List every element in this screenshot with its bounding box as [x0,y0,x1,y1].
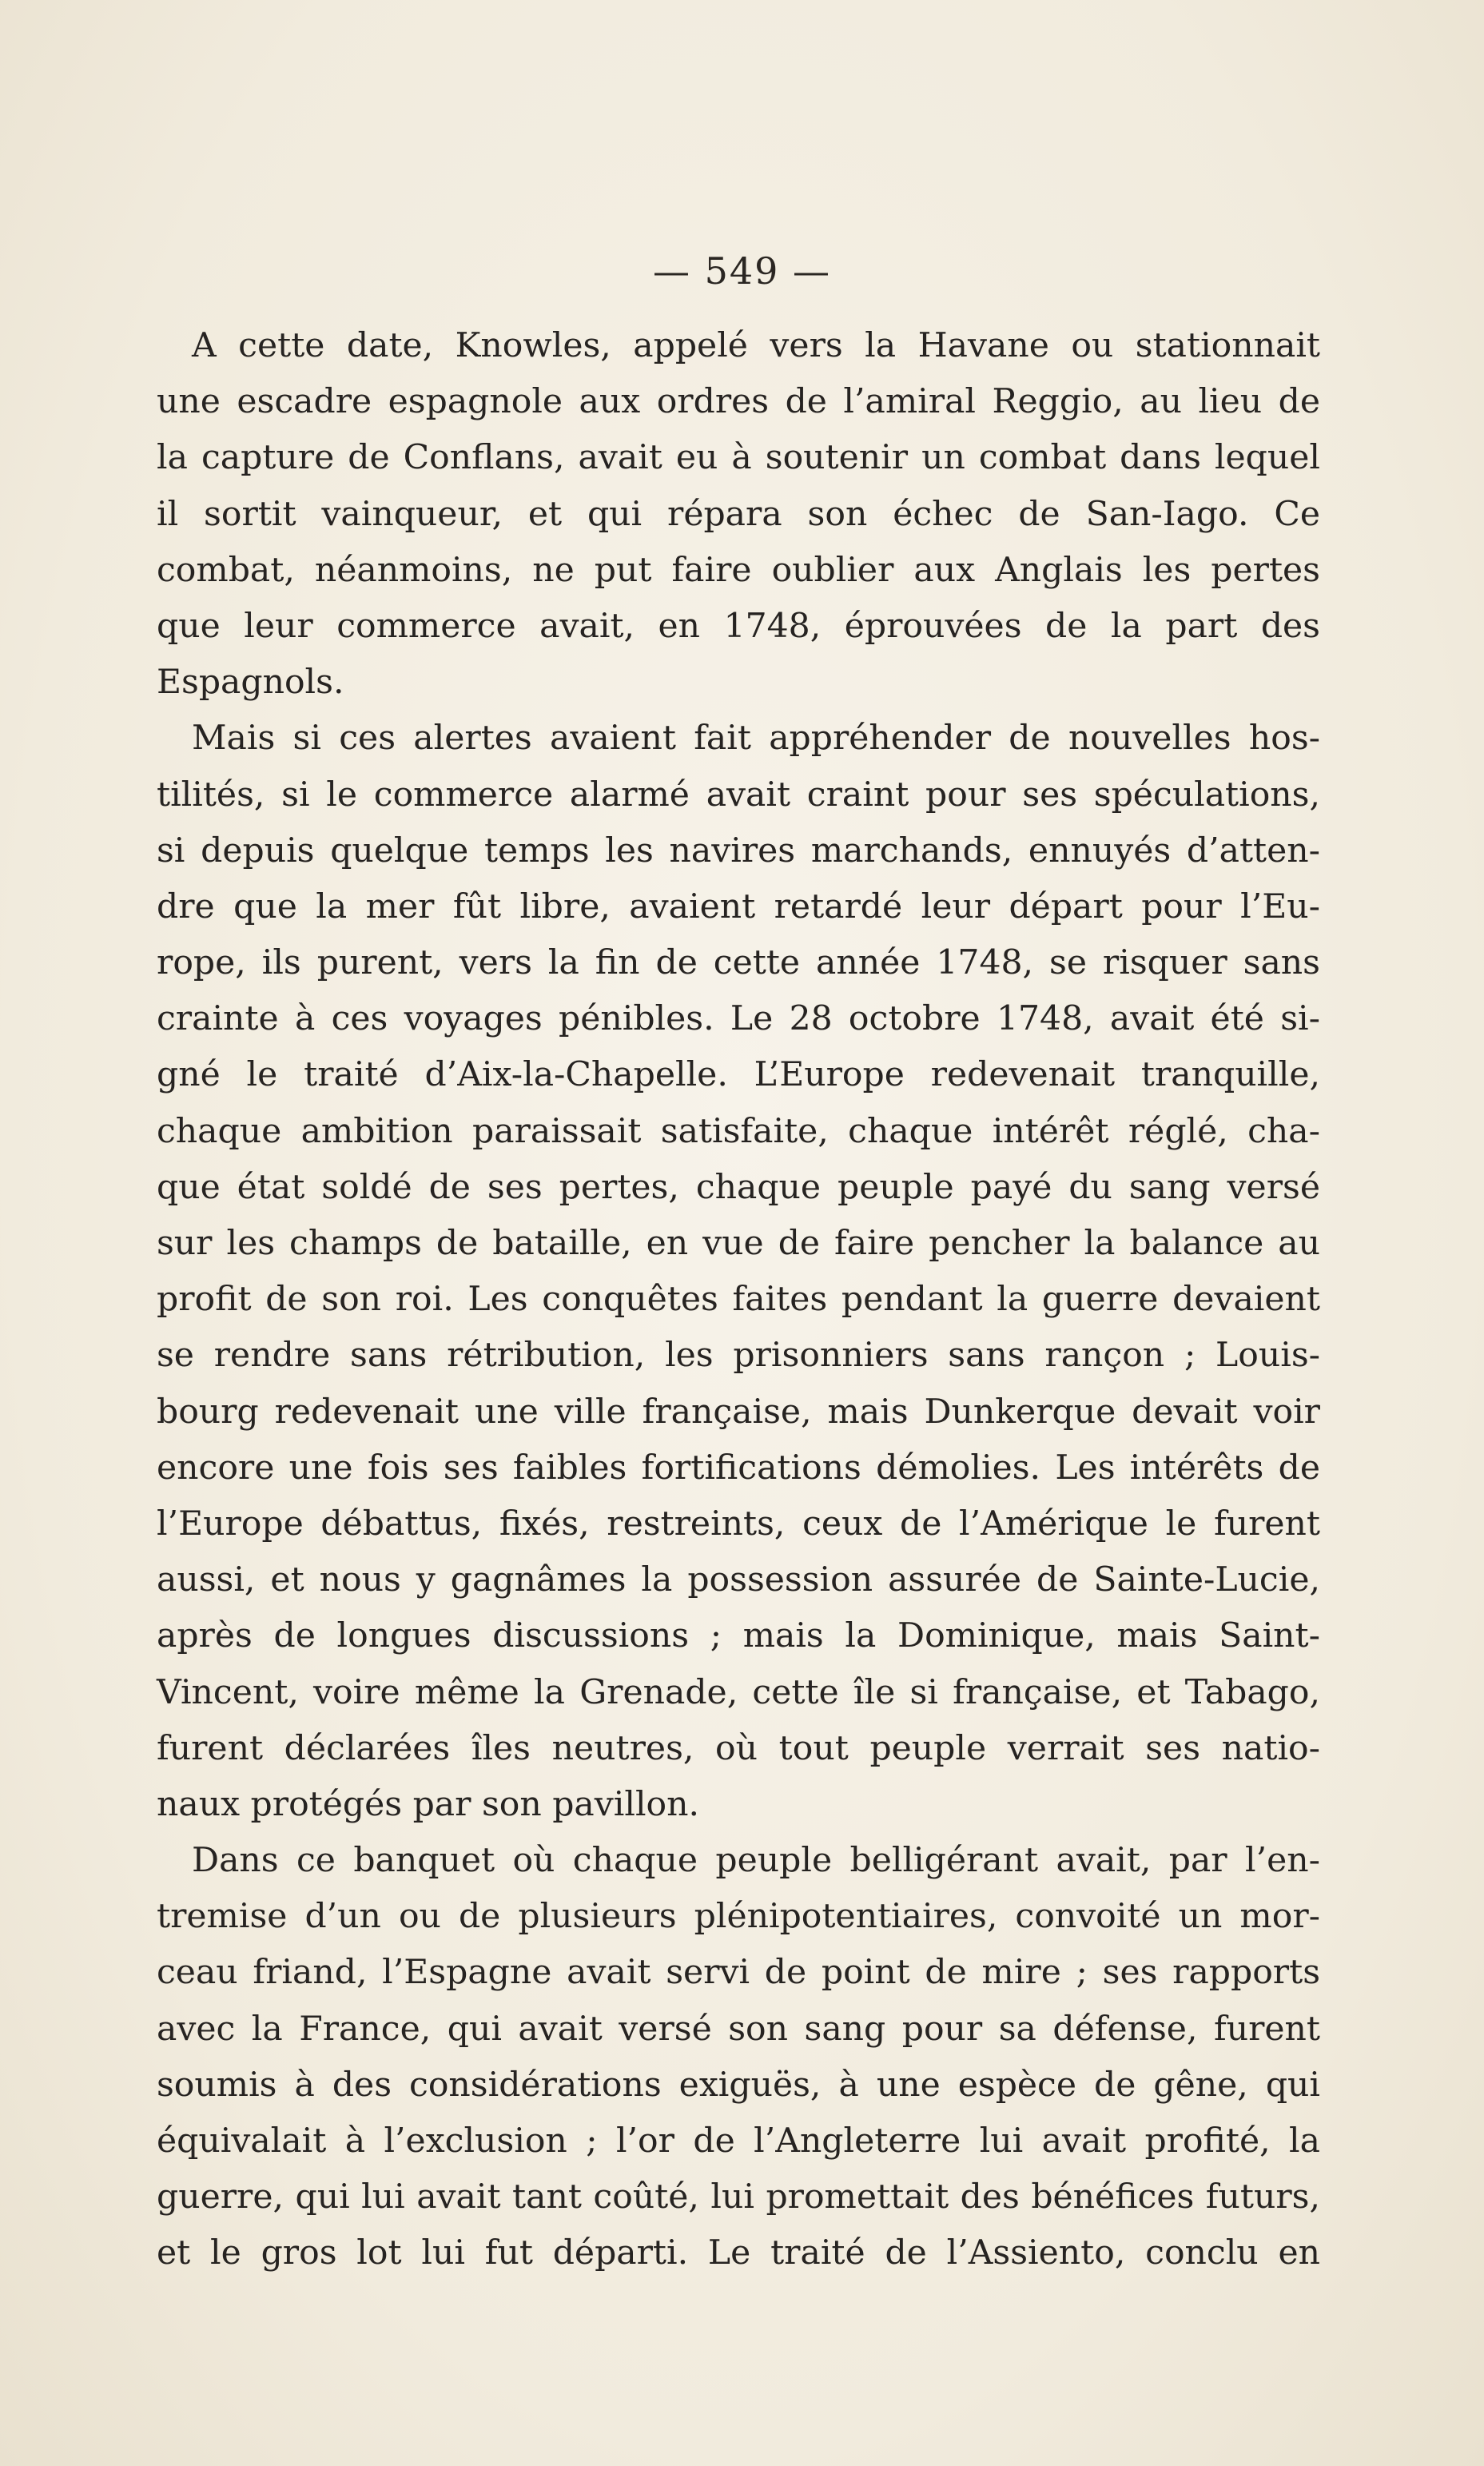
text-line: tremise d’un ou de plusieurs plénipotentiaires, convoité un mor- [157,1897,1320,1937]
text-line: Vincent, voire même la Grenade, cette île si française, et Tabago, [157,1672,1320,1712]
text-line: se rendre sans rétribution, les prisonniers sans rançon ; Louis- [157,1336,1320,1376]
text-line: Espagnols. [157,663,344,703]
text-line: combat, néanmoins, ne put faire oublier aux Anglais les pertes [157,550,1320,590]
text-line: furent déclarées îles neutres, où tout peuple verrait ses natio- [157,1728,1320,1768]
text-line: crainte à ces voyages pénibles. Le 28 octobre 1748, avait été si- [157,999,1320,1039]
paragraph [157,1833,1320,2282]
text-line: encore une fois ses faibles fortifications démolies. Les intérêts de [157,1448,1320,1488]
text-line: une escadre espagnole aux ordres de l’amiral Reggio, au lieu de [157,382,1320,422]
page-number: — 549 — [652,249,832,293]
text-line: A cette date, Knowles, appelé vers la Havane ou stationnait [192,326,1320,365]
text-line: dre que la mer fût libre, avaient retardé leur départ pour l’Eu- [157,886,1320,926]
text-line: ceau friand, l’Espagne avait servi de point de mire ; ses rapports [157,1953,1320,1993]
text-line: sur les champs de bataille, en vue de faire pencher la balance au [157,1224,1320,1263]
text-line: chaque ambition paraissait satisfaite, chaque intérêt réglé, cha- [157,1111,1320,1151]
text-line: soumis à des considérations exiguës, à une espèce de gêne, qui [157,2065,1320,2105]
text-line: guerre, qui lui avait tant coûté, lui promettait des bénéfices futurs, [157,2177,1320,2217]
text-line: l’Europe débattus, fixés, restreints, ceux de l’Amérique le furent [157,1504,1320,1544]
text-line: la capture de Conflans, avait eu à soutenir un combat dans lequel [157,438,1320,478]
text-line: aussi, et nous y gagnâmes la possession assurée de Sainte-Lucie, [157,1560,1320,1600]
text-line: il sortit vainqueur, et qui répara son échec de San-Iago. Ce [157,494,1320,534]
text-line: que leur commerce avait, en 1748, éprouvées de la part des [157,606,1320,646]
text-line: profit de son roi. Les conquêtes faites pendant la guerre devaient [157,1280,1320,1320]
text-line: et le gros lot lui fut départi. Le traité de l’Assiento, conclu en [157,2233,1320,2273]
text-line: gné le traité d’Aix-la-Chapelle. L’Europe redevenait tranquille, [157,1055,1320,1095]
text-line: Dans ce banquet où chaque peuple belligérant avait, par l’en- [192,1841,1320,1881]
text-line: si depuis quelque temps les navires marchands, ennuyés d’atten- [157,831,1320,870]
text-line: avec la France, qui avait versé son sang pour sa défense, furent [157,2009,1320,2049]
text-line: que état soldé de ses pertes, chaque peuple payé du sang versé [157,1167,1320,1207]
text-line: bourg redevenait une ville française, mais Dunkerque devait voir [157,1392,1320,1432]
paragraph [157,318,1320,711]
text-line: Mais si ces alertes avaient fait appréhender de nouvelles hos- [192,719,1320,759]
paragraph [157,711,1320,1833]
text-line: après de longues discussions ; mais la Dominique, mais Saint- [157,1616,1320,1656]
body-text [157,318,1320,2282]
text-line: rope, ils purent, vers la fin de cette année 1748, se risquer sans [157,943,1320,983]
text-line: naux protégés par son pavillon. [157,1784,700,1824]
text-line: équivalait à l’exclusion ; l’or de l’Angleterre lui avait profité, la [157,2121,1320,2161]
text-line: tilités, si le commerce alarmé avait craint pour ses spéculations, [157,775,1320,815]
